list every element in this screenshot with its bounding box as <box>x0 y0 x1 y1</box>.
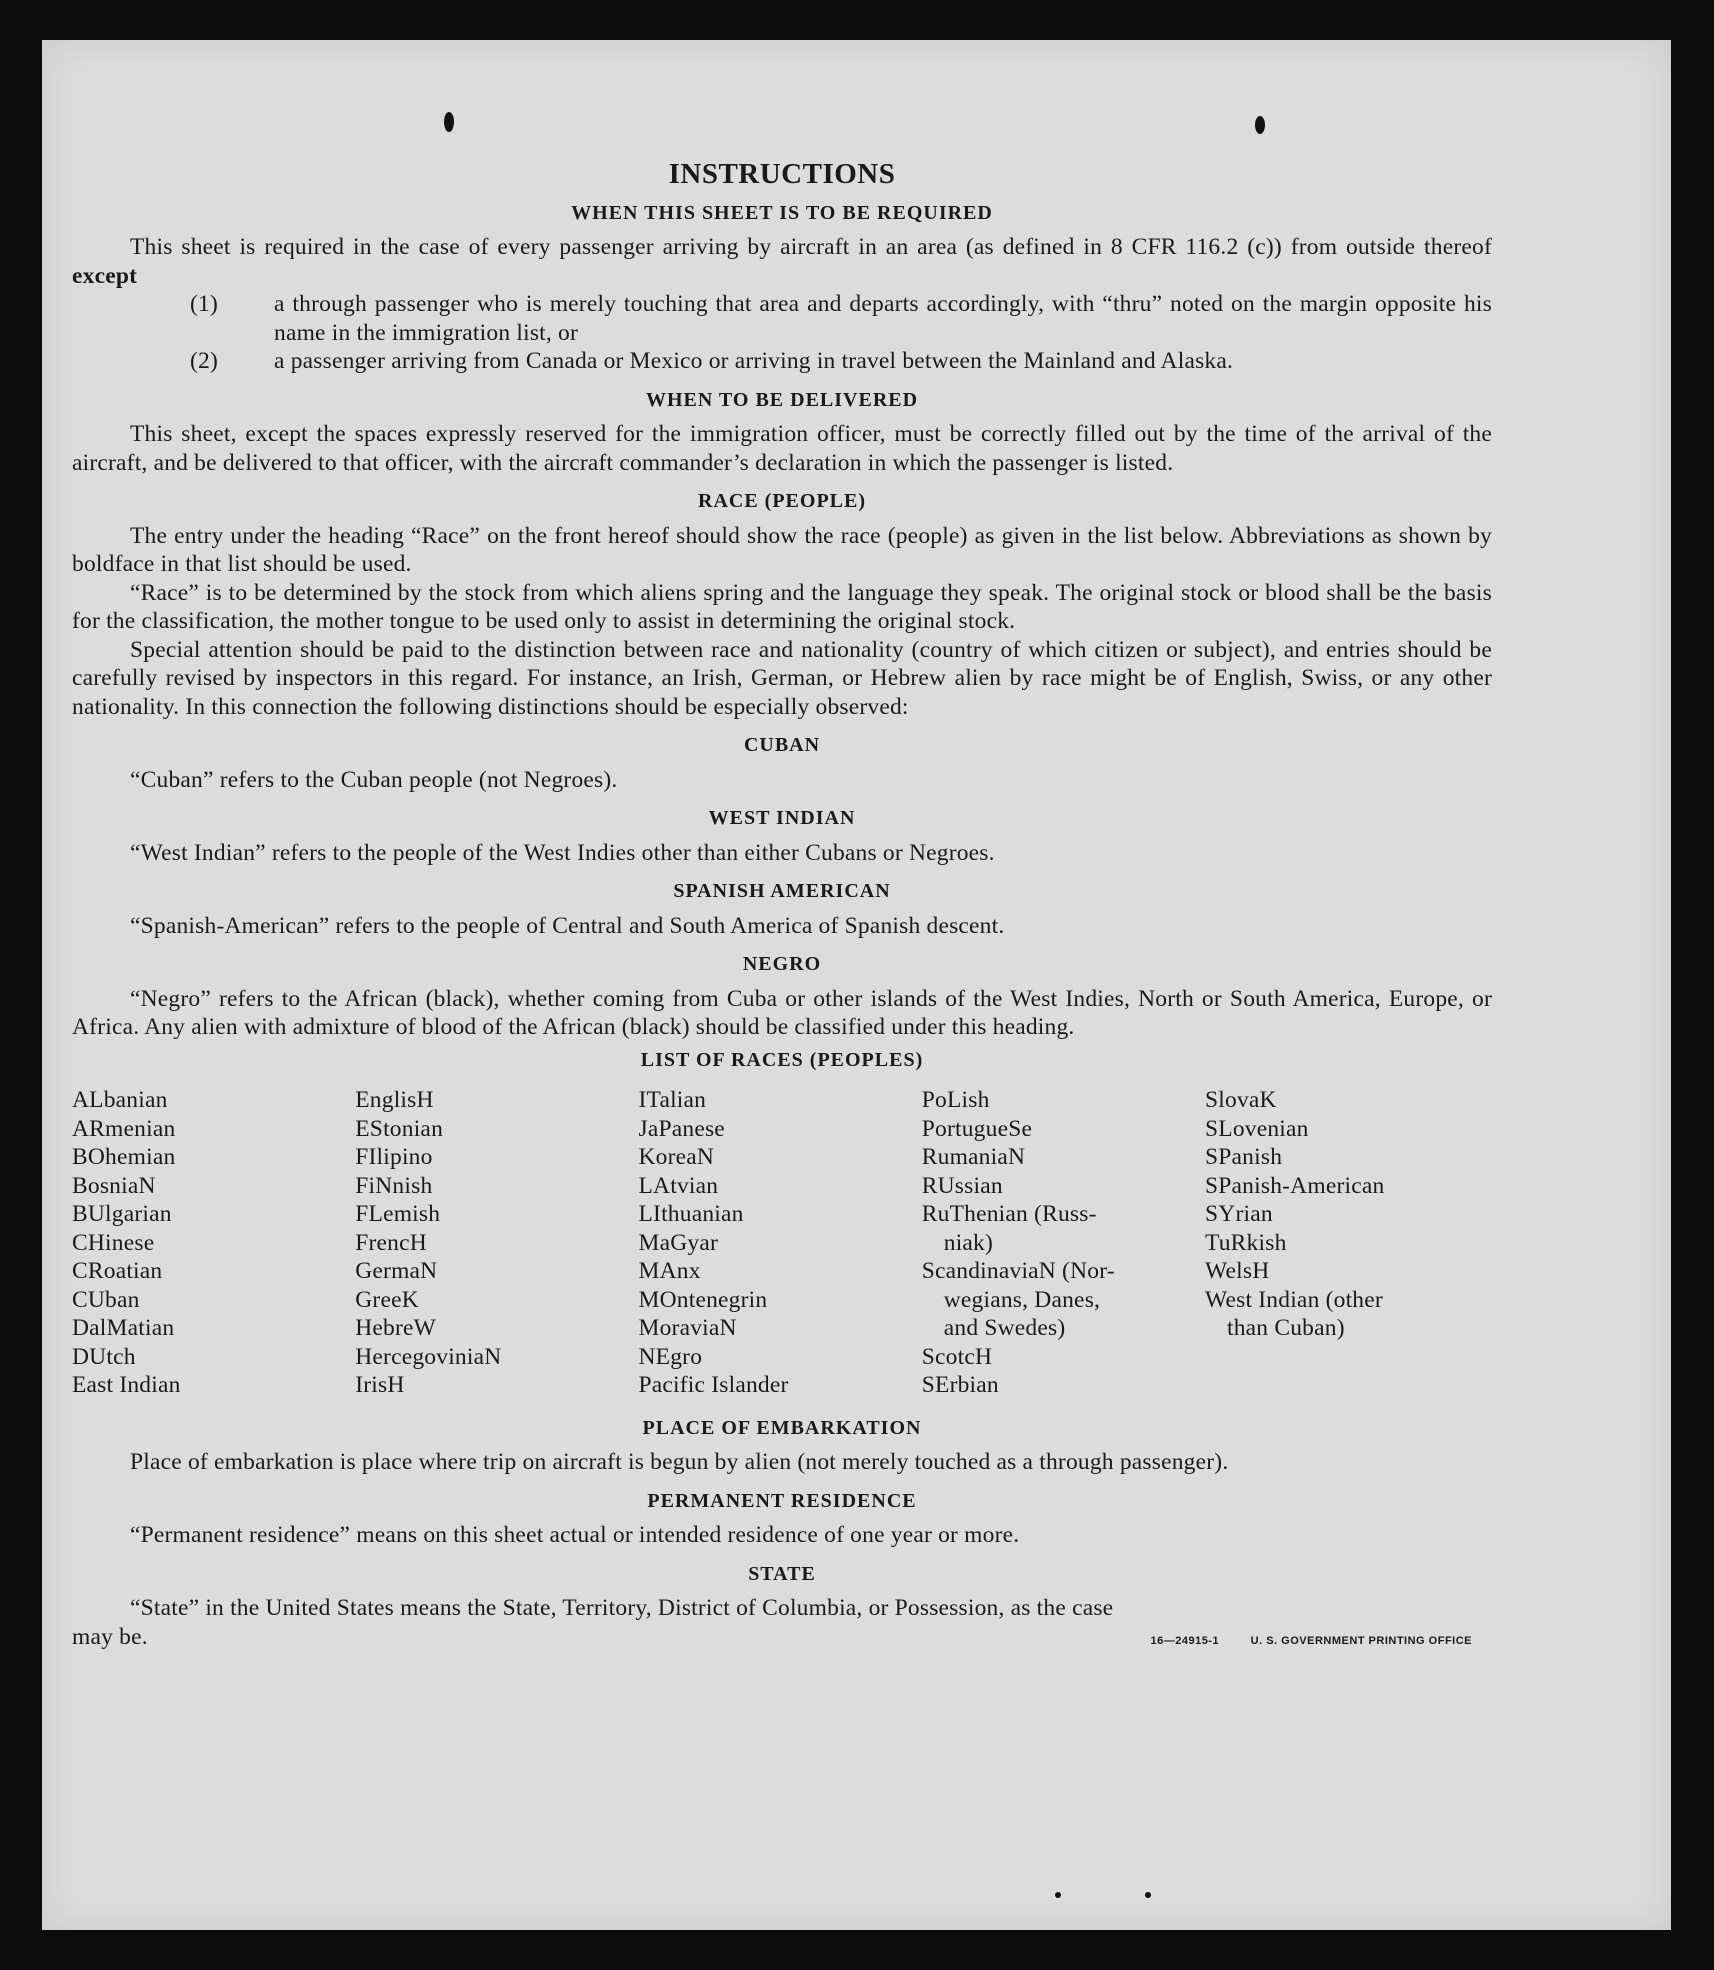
race-entry: MOntenegrin <box>638 1286 768 1313</box>
negro-text: “Negro” refers to the African (black), whether coming from Cuba or other islands of the West Indies, North or South America, Europe, or Africa. Any alien with admixture of blood of the African (black) should be classified under this heading. <box>72 985 1492 1040</box>
race-entry: SlovaK <box>1205 1087 1277 1113</box>
races-column-1 <box>72 1086 349 1400</box>
section-title-race: RACE (PEOPLE) <box>698 490 866 512</box>
race-entry: GermaN <box>355 1258 438 1284</box>
form-number: 16—24915-1 <box>1150 1634 1220 1647</box>
section-title-state: STATE <box>748 1562 816 1585</box>
race-entry: ScandinaviaN (Nor- <box>921 1258 1115 1284</box>
race-entry: than Cuban) <box>1227 1315 1345 1341</box>
race-entry: wegians, Danes, <box>943 1286 1101 1313</box>
race-entry: DUtch <box>72 1343 136 1370</box>
required-intro-except: except <box>72 262 138 289</box>
speck-bottom-1 <box>1055 1892 1061 1898</box>
race-entry: RuThenian (Russ- <box>921 1201 1097 1227</box>
race-entry: HercegoviniaN <box>355 1343 502 1370</box>
section-title-cuban: CUBAN <box>743 734 821 756</box>
state-text-line-2: may be. <box>72 1623 148 1650</box>
race-entry: BOhemian <box>72 1144 176 1170</box>
required-intro <box>72 233 1492 290</box>
section-title-required: WHEN THIS SHEET IS TO BE REQUIRED <box>571 201 993 224</box>
embarkation-text: Place of embarkation is place where trip on aircraft is begun by alien (not merely touched as a through passenger). <box>130 1449 1229 1475</box>
race-entry: RumaniaN <box>921 1144 1026 1170</box>
west-indian-text: “West Indian” refers to the people of the West Indies other than either Cubans or Negroes. <box>130 839 995 866</box>
punch-hole-left <box>444 112 454 132</box>
race-entry: West Indian (other <box>1205 1286 1383 1313</box>
section-title-negro: NEGRO <box>742 953 822 975</box>
printer-name: U. S. GOVERNMENT PRINTING OFFICE <box>1250 1634 1472 1647</box>
race-entry: MaGyar <box>638 1229 719 1256</box>
state-last-line <box>72 1623 1492 1656</box>
punch-hole-right <box>1255 116 1265 134</box>
page-title: INSTRUCTIONS <box>668 158 896 190</box>
race-entry: SLovenian <box>1205 1115 1309 1142</box>
section-title-west-indian: WEST INDIAN <box>708 807 856 829</box>
section-title-spanish-american: SPANISH AMERICAN <box>673 880 891 902</box>
race-entry: HebreW <box>355 1315 437 1341</box>
race-entry: SPanish <box>1205 1144 1283 1170</box>
race-entry: PoLish <box>921 1087 990 1113</box>
race-entry: East Indian <box>72 1372 181 1398</box>
required-item-2-text: a passenger arriving from Canada or Mexico or arriving in travel between the Mainland and Alaska. <box>274 348 1234 374</box>
race-entry: ARmenian <box>72 1115 176 1142</box>
race-entry: WelsH <box>1205 1258 1270 1284</box>
race-paragraph-1: The entry under the heading “Race” on the front hereof should show the race (people) as given in the list below. Abbreviations as shown by boldface in that list should be used. <box>72 522 1492 577</box>
races-column-4 <box>922 1086 1199 1400</box>
race-entry: SPanish-American <box>1205 1172 1385 1199</box>
residence-text: “Permanent residence” means on this sheet actual or intended residence of one year or more. <box>130 1522 1020 1548</box>
race-entry: FLemish <box>355 1201 441 1227</box>
instructions-content <box>72 160 1492 1655</box>
race-entry: KoreaN <box>638 1144 715 1170</box>
race-entry: LAtvian <box>638 1172 719 1199</box>
race-entry: and Swedes) <box>943 1315 1066 1341</box>
races-list <box>72 1086 1492 1400</box>
race-entry: FrencH <box>355 1229 427 1256</box>
race-entry: SErbian <box>921 1372 999 1398</box>
race-entry: MAnx <box>638 1258 701 1284</box>
race-entry: niak) <box>943 1229 994 1256</box>
races-column-2 <box>355 1086 632 1400</box>
race-entry: JaPanese <box>638 1115 725 1142</box>
race-entry: DalMatian <box>72 1315 175 1341</box>
section-title-races: LIST OF RACES (PEOPLES) <box>640 1048 924 1071</box>
races-column-5 <box>1205 1086 1482 1400</box>
race-entry: NEgro <box>638 1343 703 1370</box>
race-entry: BosniaN <box>72 1172 156 1199</box>
race-entry: ScotcH <box>921 1343 993 1370</box>
race-entry: EStonian <box>355 1115 444 1142</box>
printer-imprint <box>1150 1627 1472 1656</box>
cuban-text: “Cuban” refers to the Cuban people (not Negroes). <box>130 766 618 793</box>
race-entry: SYrian <box>1205 1201 1273 1227</box>
race-entry: ALbanian <box>72 1087 168 1113</box>
race-entry: Pacific Islander <box>638 1372 789 1398</box>
spanish-american-text: “Spanish-American” refers to the people of Central and South America of Spanish descent. <box>130 912 1005 939</box>
speck-bottom-2 <box>1145 1892 1151 1898</box>
race-entry: TuRkish <box>1205 1229 1287 1256</box>
required-item-1-text: a through passenger who is merely touching that area and departs accordingly, with “thru” noted on the margin opposite his name in the immigration list, or <box>274 291 1492 346</box>
race-entry: FiNnish <box>355 1172 433 1199</box>
race-paragraph-3: Special attention should be paid to the distinction between race and nationality (country of which citizen or subject), and entries should be carefully revised by inspectors in this regard. For instance, an Irish, German, or Hebrew alien by race might be of English, Swiss, or any other nationality. In this connection the following distinctions should be especially observed: <box>72 636 1492 720</box>
race-entry: PortugueSe <box>921 1115 1033 1142</box>
race-entry: CRoatian <box>72 1258 163 1284</box>
section-title-embarkation: PLACE OF EMBARKATION <box>642 1416 922 1439</box>
section-title-residence: PERMANENT RESIDENCE <box>647 1489 917 1512</box>
state-text-line-1: “State” in the United States means the State, Territory, District of Columbia, or Possession, as the case <box>130 1595 1114 1621</box>
race-entry: GreeK <box>355 1286 419 1313</box>
document-page <box>42 40 1671 1930</box>
race-entry: CUban <box>72 1286 140 1313</box>
required-item-2-number: (2) <box>190 348 219 374</box>
section-title-delivered: WHEN TO BE DELIVERED <box>645 388 919 411</box>
race-entry: FIlipino <box>355 1144 433 1170</box>
delivered-text: This sheet, except the spaces expressly reserved for the immigration officer, must be correctly filled out by the time of the arrival of the aircraft, and be delivered to that officer, with the aircraft commander’s declaration in which the passenger is listed. <box>72 421 1492 476</box>
race-entry: MoraviaN <box>638 1315 737 1341</box>
required-intro-text: This sheet is required in the case of every passenger arriving by aircraft in an area (as defined in 8 CFR 116.2 (c)) from outside thereof <box>130 234 1492 260</box>
required-item-1 <box>72 290 1492 347</box>
race-entry: RUssian <box>921 1172 1003 1199</box>
races-column-3 <box>639 1086 916 1400</box>
race-entry: BUlgarian <box>72 1201 172 1227</box>
required-item-2 <box>72 347 1492 376</box>
required-item-1-number: (1) <box>190 291 219 317</box>
race-entry: CHinese <box>72 1229 155 1256</box>
race-entry: EnglisH <box>355 1087 434 1113</box>
race-entry: LIthuanian <box>638 1201 744 1227</box>
race-entry: IrisH <box>355 1372 405 1398</box>
race-paragraph-2: “Race” is to be determined by the stock from which aliens spring and the language they speak. The original stock or blood shall be the basis for the classification, the mother tongue to be used only to assist in determining the original stock. <box>72 579 1492 634</box>
race-entry: ITalian <box>638 1087 707 1113</box>
